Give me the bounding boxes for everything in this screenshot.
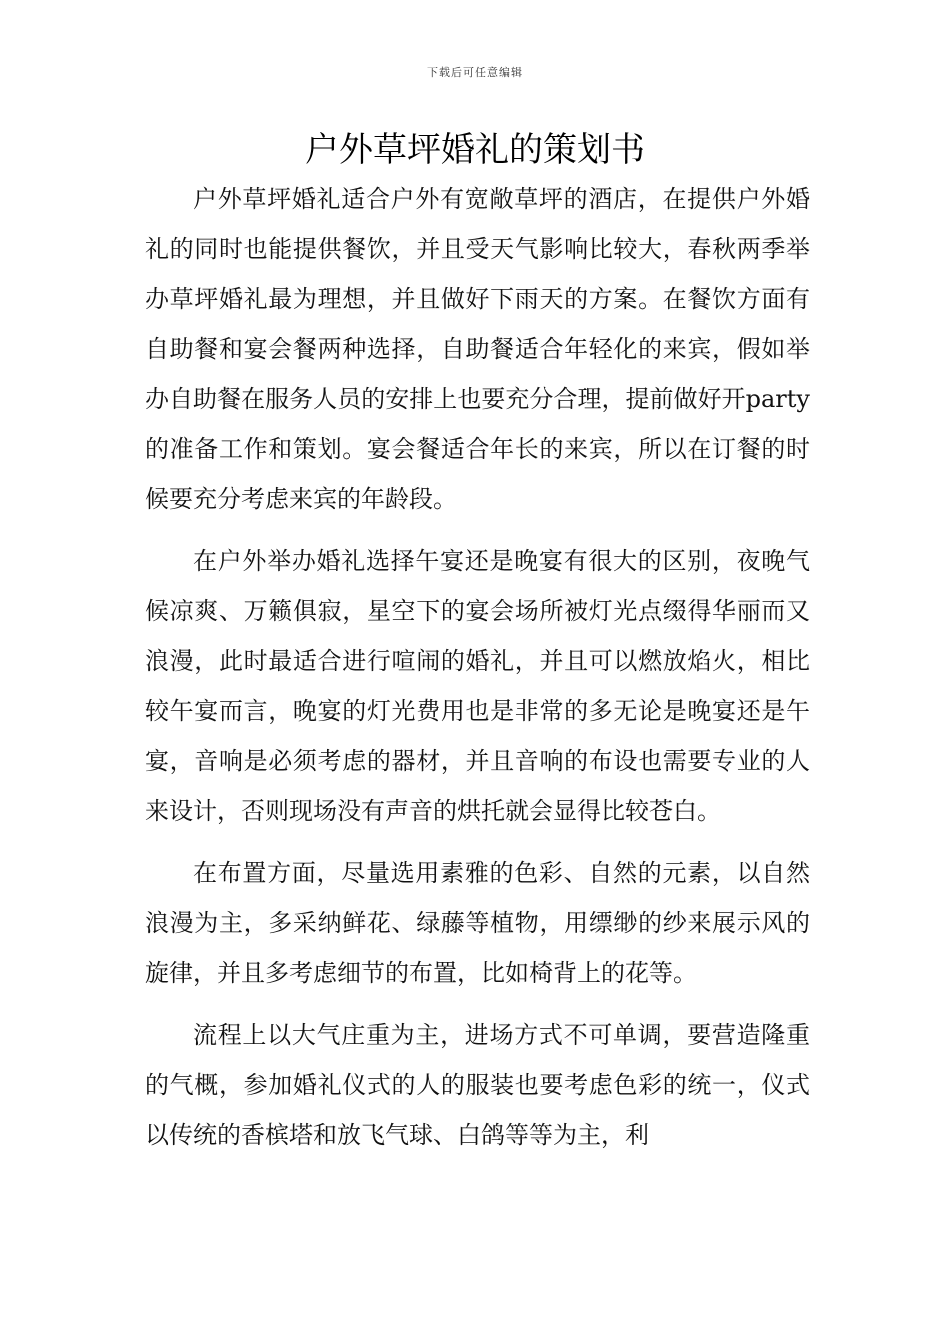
paragraph-3: 在布置方面，尽量选用素雅的色彩、自然的元素，以自然浪漫为主，多采纳鲜花、绿藤等植物，用缥缈的纱来展示风的旋律，并且多考虑细节的布置，比如椅背上的花等。 (145, 859, 810, 987)
document-body (145, 174, 810, 1160)
paragraph-2: 在户外举办婚礼选择午宴还是晚宴有很大的区别，夜晚气候凉爽、万籁俱寂，星空下的宴会场所被灯光点缀得华丽而又浪漫，此时最适合进行喧闹的婚礼，并且可以燃放焰火，相比较午宴而言，晚宴的灯光费用也是非常的多无论是晚宴还是午宴，音响是必须考虑的器材，并且音响的布设也需要专业的人来设计，否则现场没有声音的烘托就会显得比较苍白。 (145, 547, 810, 825)
header-note: 下载后可任意编辑 (427, 66, 523, 79)
paragraph-1: 户外草坪婚礼适合户外有宽敞草坪的酒店，在提供户外婚礼的同时也能提供餐饮，并且受天气影响比较大，春秋两季举办草坪婚礼最为理想，并且做好下雨天的方案。在餐饮方面有自助餐和宴会餐两种选择，自助餐适合年轻化的来宾，假如举办自助餐在服务人员的安排上也要充分合理，提前做好开party的准备工作和策划。宴会餐适合年长的来宾，所以在订餐的时候要充分考虑来宾的年龄段。 (145, 185, 810, 513)
document-title: 户外草坪婚礼的策划书 (305, 130, 645, 170)
paragraph-4: 流程上以大气庄重为主，进场方式不可单调，要营造隆重的气概，参加婚礼仪式的人的服装也要考虑色彩的统一，仪式以传统的香槟塔和放飞气球、白鸽等等为主，利 (145, 1021, 810, 1149)
